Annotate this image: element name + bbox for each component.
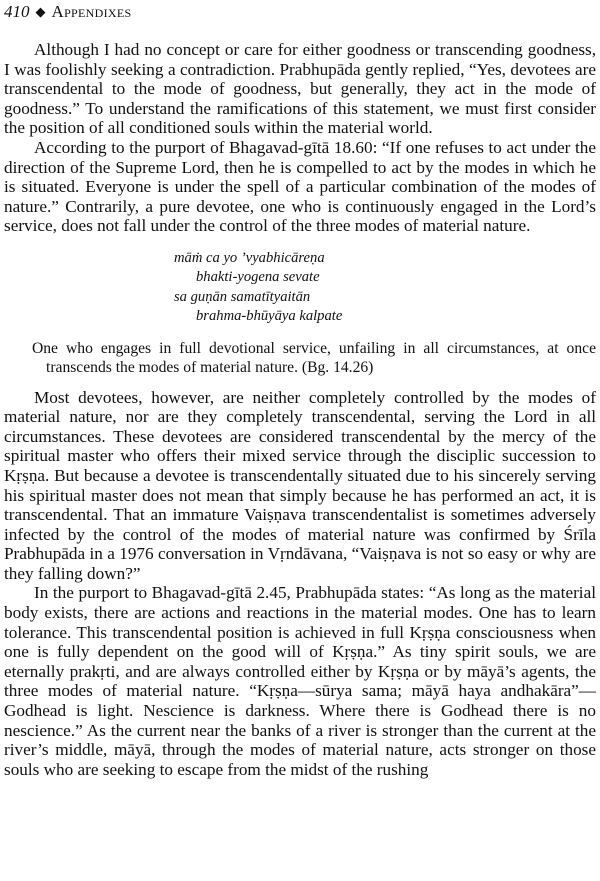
paragraph-2: According to the purport of Bhagavad-gītā 18.60: “If one refuses to act under the direction of the Supreme Lord, then he is compelled to act by the modes in which he is situated. Everyone is under the spell of a particular combination of the modes of nature.” Contrarily, a pure devotee, one who is continuously engaged in the Lord’s service, does not fall under the control of the three modes of material nature. <box>4 137 596 236</box>
paragraph-1: Although I had no concept or care for either goodness or transcending goodness, I was foolishly seeking a contradiction. Prabhupāda gently replied, “Yes, devotees are transcendental to the mode of goodness, but generally, they act in the mode of goodness.” To understand the ramifications of this statement, we must first consider the position of all conditioned souls within the material world. <box>4 40 596 138</box>
section-title: Appendixes <box>51 2 132 21</box>
diamond-icon: ◆ <box>35 4 46 19</box>
verse-line-2: bhakti-yogena sevate <box>196 269 320 286</box>
verse-line-4: brahma-bhūyāya kalpate <box>196 308 343 325</box>
verse-line-1: māṁ ca yo ’vyabhicāreṇa <box>174 249 325 266</box>
paragraph-3: Most devotees, however, are neither completely controlled by the modes of material nature, nor are they completely transcendental, serving the Lord in all circumstances. These devotees are considered transcendental by the mercy of the spiritual master who offers their mixed service through the disciplic succession to Kṛṣṇa. But because a devotee is transcendentally situated due to his sincerely serving his spiritual master does not mean that simply because he has performed an act, it is transcendental. That an immature Vaiṣṇava transcendentalist is sometimes adversely infected by the control of the modes of material nature was confirmed by Śrīla Prabhupāda in a 1976 conversation in Vṛndāvana, “Vaiṣṇava is not so easy or why are they falling down?” <box>4 387 596 583</box>
sanskrit-verse <box>174 249 596 327</box>
verse-translation <box>32 339 596 378</box>
verse-translation-text: One who engages in full devotional service, unfailing in all circumstances, at once transcends the modes of material nature. (Bg. 14.26) <box>32 339 596 377</box>
page-number: 410 <box>4 2 30 21</box>
paragraph-4: In the purport to Bhagavad-gītā 2.45, Prabhupāda states: “As long as the material body exists, there are actions and reactions in the material modes. One has to learn tolerance. This transcendental position is achieved in full Kṛṣṇa consciousness when one is fully dependent on the good will of Kṛṣṇa.” As tiny spirit souls, we are eternally prakṛti, and are always controlled either by Kṛṣṇa or by māyā’s agents, the three modes of material nature. “Kṛṣṇa—sūrya sama; māyā haya andhakāra”—Godhead is light. Nescience is darkness. Where there is Godhead there is no nescience.” As the current near the banks of a river is stronger than the current at the river’s middle, māyā, through the modes of material nature, acts stronger on those souls who are seeking to escape from the midst of the rushing <box>4 583 596 779</box>
page-body <box>4 40 596 779</box>
running-header <box>4 1 596 23</box>
verse-line-3: sa guṇān samatītyaitān <box>174 288 311 305</box>
